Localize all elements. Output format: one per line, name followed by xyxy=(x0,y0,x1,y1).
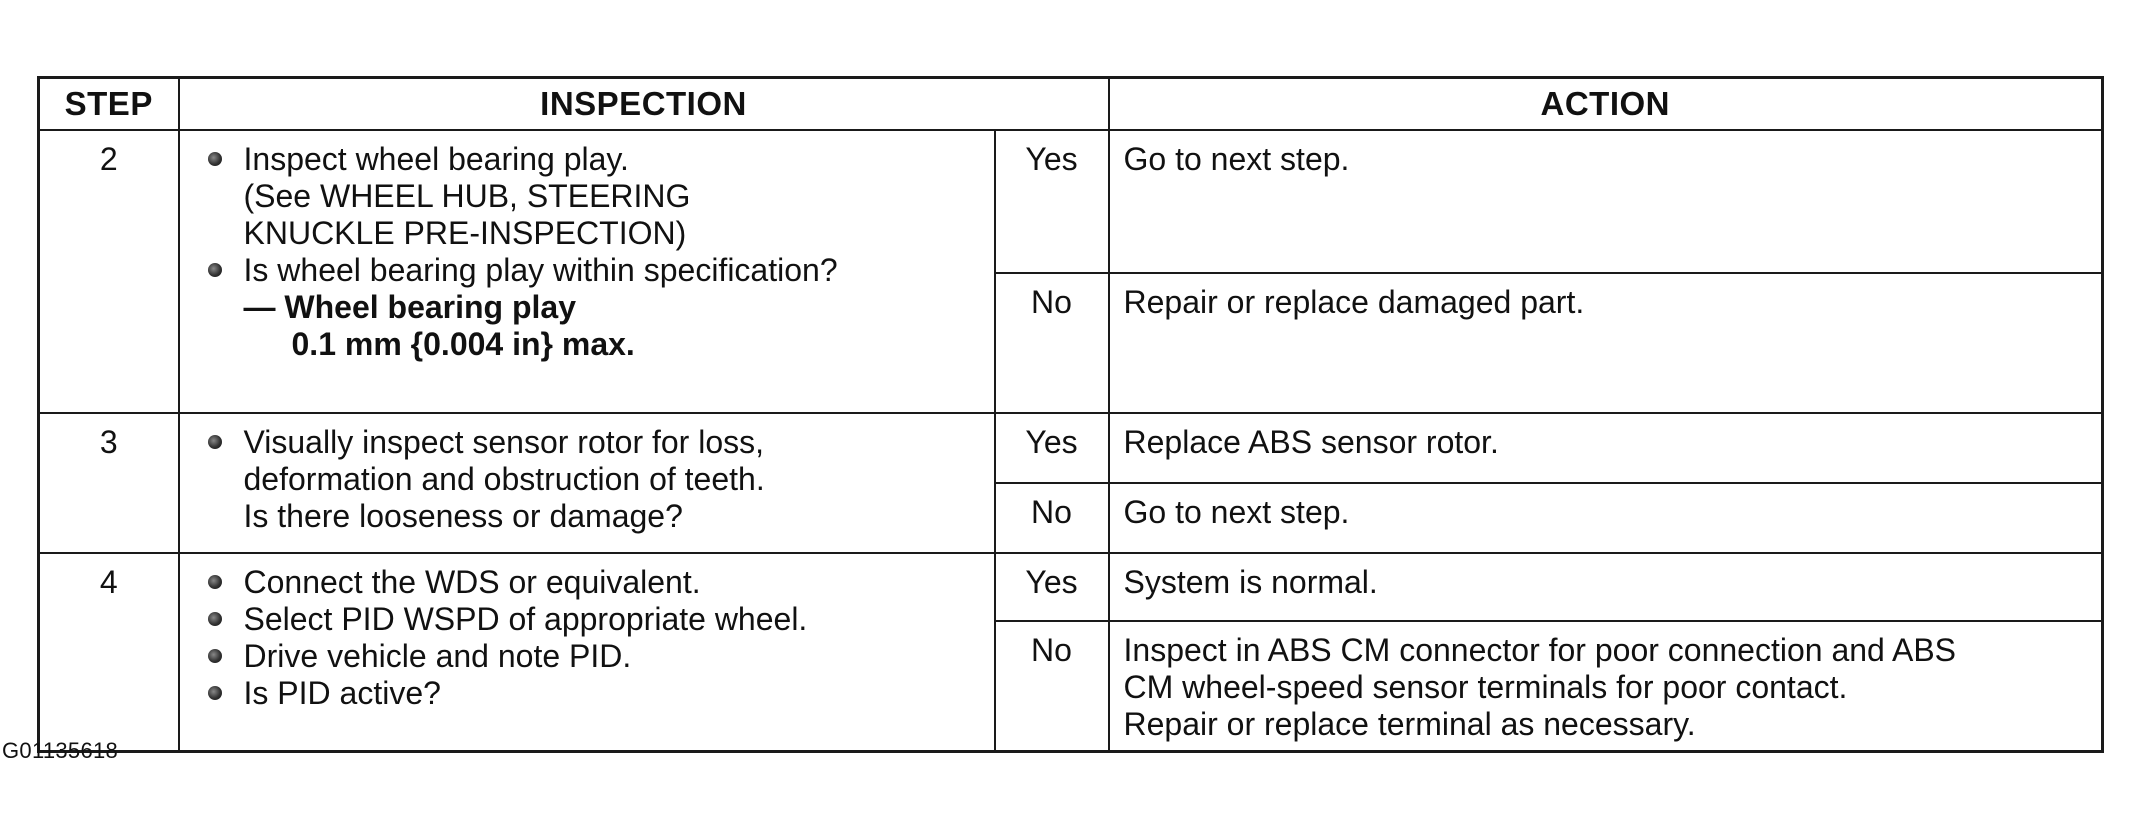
inspection-line: Is wheel bearing play within specification? xyxy=(243,252,838,288)
spec-label: — Wheel bearing play xyxy=(243,289,577,325)
list-item xyxy=(206,252,984,363)
inspection-list xyxy=(206,564,984,712)
action-line: Repair or replace terminal as necessary. xyxy=(1123,706,1696,742)
yes-action: Replace ABS sensor rotor. xyxy=(1109,413,2103,483)
no-label: No xyxy=(995,621,1109,752)
step-number: 4 xyxy=(39,553,179,752)
step-number: 2 xyxy=(39,130,179,413)
yes-action: System is normal. xyxy=(1109,553,2103,621)
inspection-line: Is there looseness or damage? xyxy=(243,498,683,534)
list-item xyxy=(206,141,984,252)
no-action xyxy=(1109,621,2103,752)
list-item: Is PID active? xyxy=(206,675,984,712)
list-item: Drive vehicle and note PID. xyxy=(206,638,984,675)
yes-label: Yes xyxy=(995,553,1109,621)
yes-label: Yes xyxy=(995,413,1109,483)
no-action: Repair or replace damaged part. xyxy=(1109,273,2103,413)
list-item: Connect the WDS or equivalent. xyxy=(206,564,984,601)
yes-label: Yes xyxy=(995,130,1109,273)
header-row xyxy=(39,78,2103,131)
inspection-line: (See WHEEL HUB, STEERING xyxy=(243,178,691,214)
list-item: Select PID WSPD of appropriate wheel. xyxy=(206,601,984,638)
table-row xyxy=(39,413,2103,483)
spec-value: 0.1 mm {0.004 in} max. xyxy=(291,326,635,362)
no-action: Go to next step. xyxy=(1109,483,2103,553)
no-label: No xyxy=(995,483,1109,553)
inspection-cell xyxy=(179,130,995,413)
inspection-line: Visually inspect sensor rotor for loss, xyxy=(243,424,765,460)
table-row xyxy=(39,130,2103,273)
inspection-line: Inspect wheel bearing play. xyxy=(243,141,629,177)
inspection-line: KNUCKLE PRE-INSPECTION) xyxy=(243,215,687,251)
header-inspection: INSPECTION xyxy=(179,78,1109,131)
step-number: 3 xyxy=(39,413,179,553)
header-step: STEP xyxy=(39,78,179,131)
table-row xyxy=(39,553,2103,621)
figure-id: G01135618 xyxy=(2,738,119,763)
header-action: ACTION xyxy=(1109,78,2103,131)
inspection-list xyxy=(206,424,984,535)
inspection-list xyxy=(206,141,984,363)
no-label: No xyxy=(995,273,1109,413)
inspection-table xyxy=(37,76,2104,753)
yes-action: Go to next step. xyxy=(1109,130,2103,273)
action-line: Inspect in ABS CM connector for poor connection and ABS xyxy=(1123,632,1956,668)
list-item xyxy=(206,424,984,535)
inspection-cell xyxy=(179,413,995,553)
action-line: CM wheel-speed sensor terminals for poor contact. xyxy=(1123,669,1848,705)
inspection-line: deformation and obstruction of teeth. xyxy=(243,461,765,497)
inspection-cell xyxy=(179,553,995,752)
